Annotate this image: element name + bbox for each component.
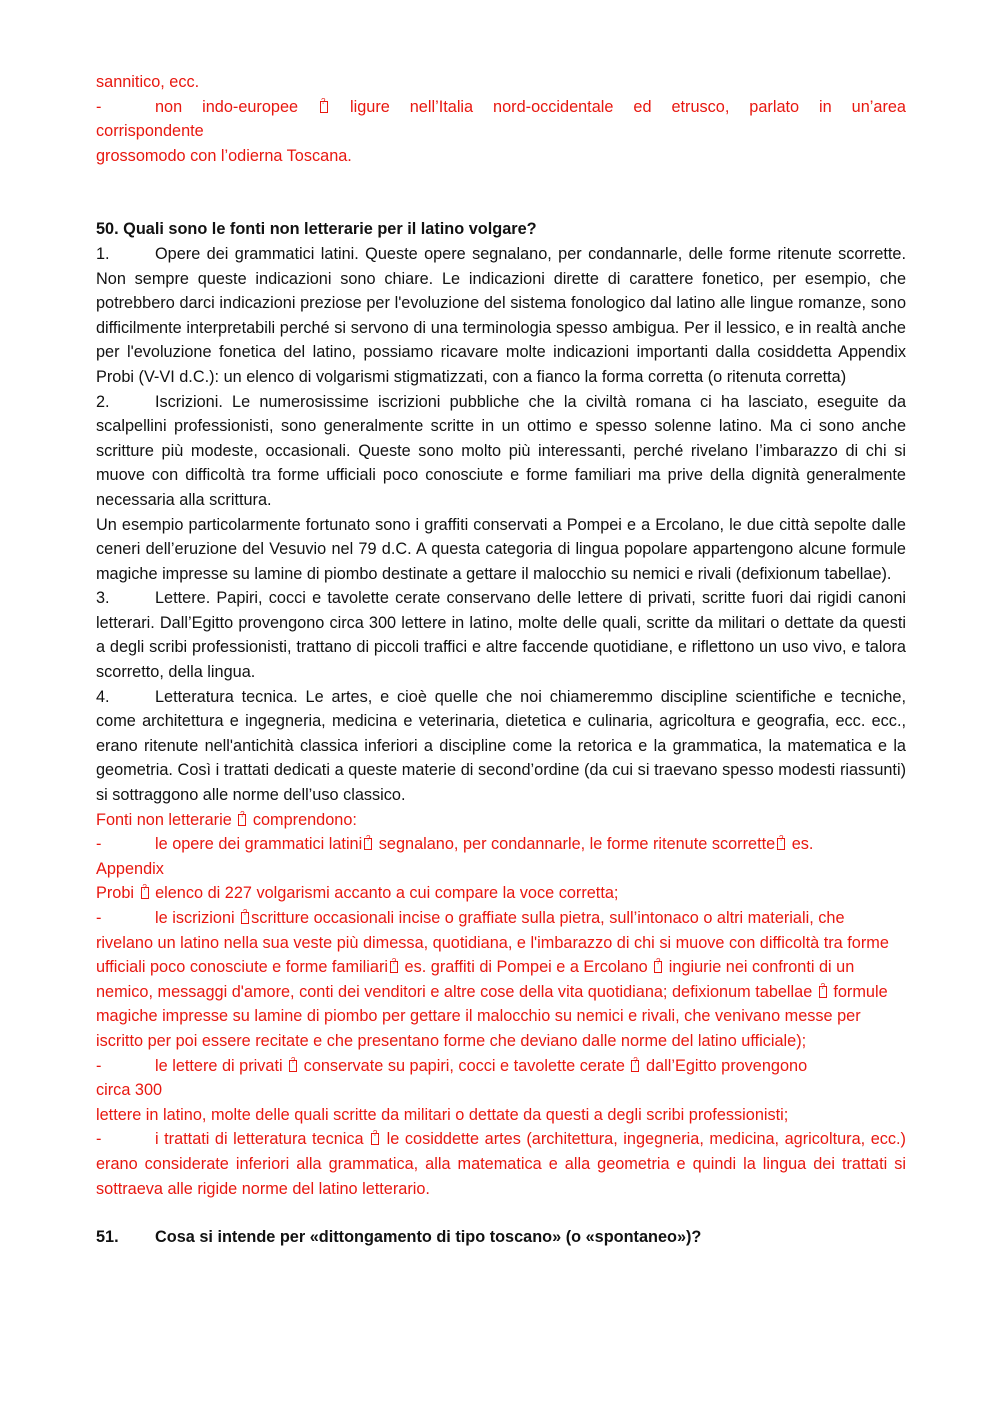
answer-item-4: 4. Letteratura tecnica. Le artes, e cioè quelle che noi chiameremmo discipline scientifiche e tecniche, come architettura e ingegneria, medicina e veterinaria, dietetica e culinaria, agricoltura e geografia, ecc. ecc., erano ritenute nell'antichità classica inferiori a discipline come la retorica e la grammatica, la matematica e la geometria. Così i trattati dedicati a queste materie di second’ordine (da cui si traevano spesso modesti riassunti) si sottraggono alle norme dell’uso classico.: [96, 687, 906, 805]
top-fragment: [96, 70, 906, 168]
summary-bullet-1-cont: Probi ? elenco di 227 volgarismi accanto a cui compare la voce corretta;: [96, 881, 906, 906]
missing-glyph-icon: [364, 838, 372, 850]
question-50-title: 50. Quali sono le fonti non letterarie per il latino volgare?: [96, 220, 537, 239]
missing-glyph-icon: [141, 887, 149, 899]
summary-bullet-3: - le lettere di privati ? conservate su papiri, cocci e tavolette cerate ? dall’Egitto provengono circa 300: [96, 1054, 906, 1103]
missing-glyph-icon: [631, 1060, 639, 1072]
answer-paragraph: Un esempio particolarmente fortunato sono i graffiti conservati a Pompei e a Ercolano, le due città sepolte dalle ceneri dell’eruzione del Vesuvio nel 79 d.C. A questa categoria di lingua popolare appartengono alcune formule magiche impresse su lamine di piombo destinate a gettare il malocchio su nemici e rivali (defixionum tabellae).: [96, 515, 906, 583]
answer-item-2: 2. Iscrizioni. Le numerosissime iscrizioni pubbliche che la civiltà romana ci ha lasciato, eseguite da scalpellini professionisti, sono generalmente scritte in un ottimo e spesso solenne latino. Ma ci sono anche scritture più modeste, occasionali. Queste sono molto più interessanti, perché rivelano l’imbarazzo di chi si muove con difficoltà tra forme ufficiali poco conosciute e forme familiari ma prive della dignità generalmente necessaria alla scrittura.: [96, 392, 906, 509]
missing-glyph-icon: [777, 838, 785, 850]
document-page: [96, 70, 906, 1250]
summary-block: [96, 808, 906, 1202]
missing-glyph-icon: [654, 961, 662, 973]
missing-glyph-icon: [238, 814, 246, 826]
text-line: corrispondente: [96, 122, 204, 141]
missing-glyph-icon: [819, 986, 827, 998]
question-50-answer: [96, 242, 906, 808]
missing-glyph-icon: [289, 1060, 297, 1072]
summary-bullet-2: - le iscrizioni ? scritture occasionali incise o graffiate sulla pietra, sull’intonaco o altri materiali, che rivelano un latino nella sua veste più dimessa, quotidiana, e l'imbarazzo di chi si muove con difficoltà tra forme ufficiali poco conosciute e forme familiari? es. graffiti di Pompei e a Ercolano ? ingiurie nei confronti di un nemico, messaggi d'amore, conti dei venditori e altre cose della vita quotidiana; defixionum tabellae ? formule magiche impresse su lamine di piombo per gettare il malocchio su nemici e rivali, che venivano messe per iscritto per poi essere recitate e che presentano forme che deviano dalle norme del latino ufficiale);: [96, 906, 906, 1054]
text-line: sannitico, ecc.: [96, 73, 200, 91]
answer-item-3: 3. Lettere. Papiri, cocci e tavolette cerate conservano delle lettere di privati, scritte fuori dai rigidi canoni letterari. Dall’Egitto provengono circa 300 lettere in latino, molte delle quali, scritte da militari o dettate da questi a degli scribi professionisti, trattano di piccoli traffici e altre faccende quotidiane, e riflettono un uso vivo, e talora scorretto, della lingua.: [96, 589, 906, 682]
question-51-title: 51. Cosa si intende per «dittongamento di tipo toscano» (o «spontaneo»)?: [96, 1228, 702, 1247]
summary-bullet-3-cont: lettere in latino, molte delle quali scritte da militari o dettate da questi a degli scribi professionisti;: [96, 1105, 789, 1124]
text-line: grossomodo con l’odierna Toscana.: [96, 146, 352, 165]
summary-intro: Fonti non letterarie ? comprendono:: [96, 808, 906, 833]
missing-glyph-icon: [241, 912, 249, 924]
answer-item-1: 1. Opere dei grammatici latini. Queste opere segnalano, per condannarle, delle forme ritenute scorrette. Non sempre queste indicazioni sono chiare. Le indicazioni dirette di carattere fonetico, per esempio, che potrebbero darci indicazioni preziose per l'evoluzione del sistema fonologico dal latino alle lingue romanze, sono difficilmente interpretabili perché si servono di una terminologia spesso ambigua. Per il lessico, e in realtà anche per l'evoluzione fonetica del latino, possiamo ricavare molte indicazioni importanti dalla cosiddetta Appendix Probi (V-VI d.C.): un elenco di volgarismi stigmatizzati, con a fianco la forma corretta (o ritenuta corretta): [96, 244, 906, 386]
missing-glyph-icon: [390, 961, 398, 973]
bullet-item: - non indo-europee ? ligure nell’Italia nord-occidentale ed etrusco, parlato in un’area: [96, 95, 906, 120]
missing-glyph-icon: [371, 1133, 379, 1145]
missing-glyph-icon: [320, 101, 328, 113]
summary-bullet-4: - i trattati di letteratura tecnica ? le cosiddette artes (architettura, ingegneria, medicina, agricoltura, ecc.) erano considerate inferiori alla grammatica, alla matematica e alla geometria e quindi la lingua dei trattati si sottraeva alle rigide norme del latino letterario.: [96, 1127, 906, 1201]
summary-bullet-1: - le opere dei grammatici latini? segnalano, per condannarle, le forme ritenute scorrette? es. Appendix: [96, 832, 906, 881]
